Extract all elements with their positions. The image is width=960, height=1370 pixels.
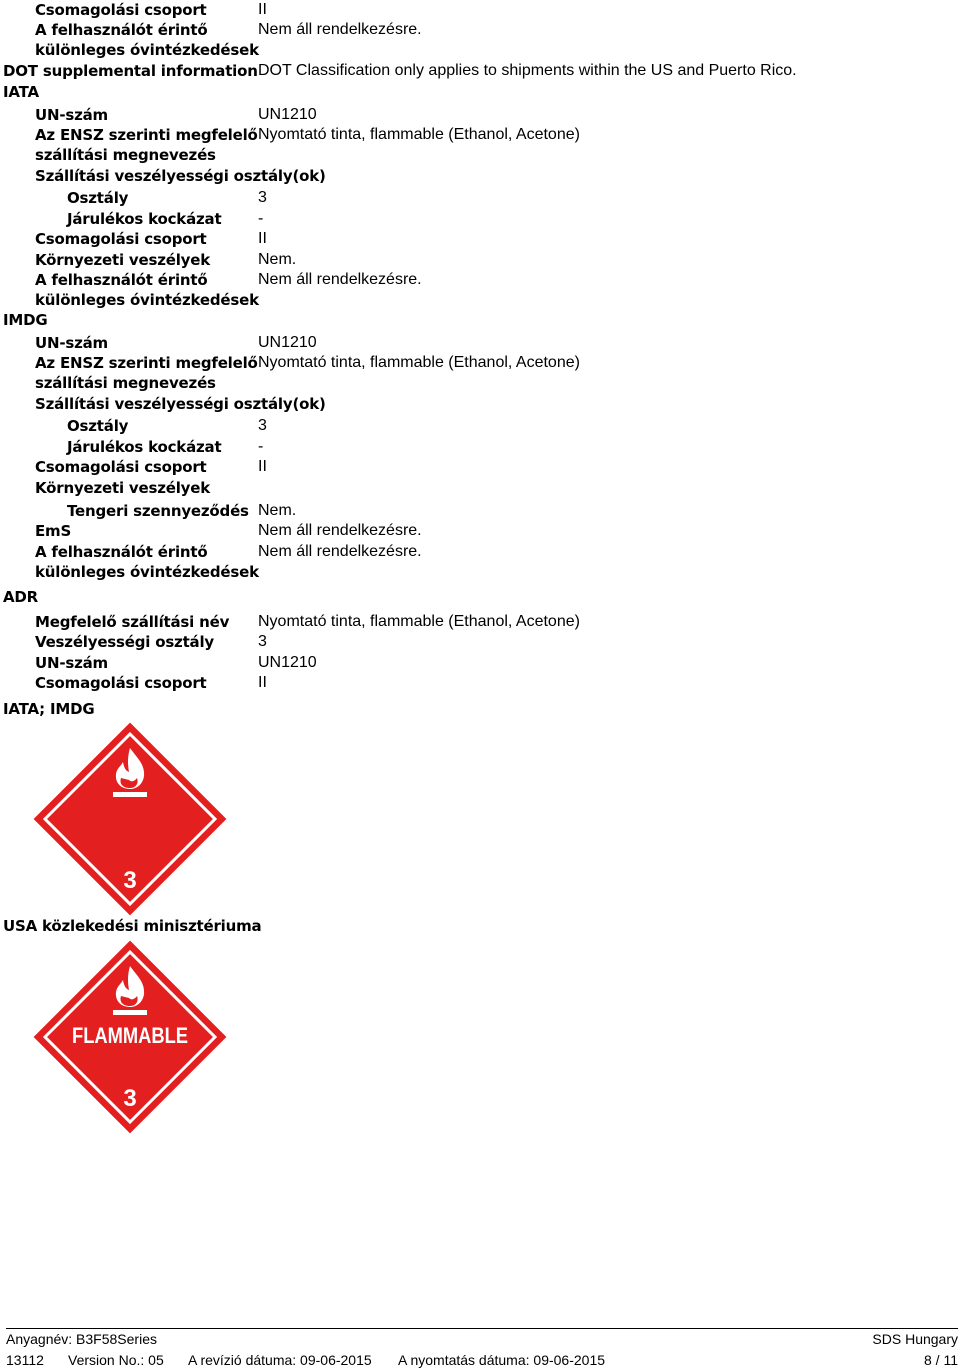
dot-supplemental-label: DOT supplemental information <box>3 62 258 80</box>
imdg-un-number-label: UN-szám <box>35 334 108 352</box>
adr-un-number-value: UN1210 <box>258 654 317 671</box>
iata-packing-group-label: Csomagolási csoport <box>35 230 207 248</box>
imdg-heading: IMDG <box>3 311 48 329</box>
imdg-packing-group-value: II <box>258 458 267 475</box>
special-precautions-label-cont: különleges óvintézkedések <box>35 41 259 59</box>
iata-special-precautions-value: Nem áll rendelkezésre. <box>258 271 422 288</box>
packing-group-value: II <box>258 1 267 18</box>
imdg-hazard-classes-label: Szállítási veszélyességi osztály(ok) <box>35 395 326 413</box>
placard-class-number: 3 <box>123 867 137 894</box>
placard-flammable-text: FLAMMABLE <box>72 1023 188 1048</box>
flammable-class3-placard <box>33 722 227 916</box>
imdg-class-label: Osztály <box>67 417 129 435</box>
imdg-marine-pollutant-label: Tengeri szennyeződés <box>67 502 249 520</box>
iata-subsidiary-risk-value: - <box>258 210 264 227</box>
imdg-env-hazards-label: Környezeti veszélyek <box>35 479 210 497</box>
imdg-shipping-name-label-cont: szállítási megnevezés <box>35 374 216 392</box>
footer-sds-region: SDS Hungary <box>872 1331 958 1347</box>
footer-revision-date: A revízió dátuma: 09-06-2015 <box>188 1352 372 1368</box>
iata-imdg-heading: IATA; IMDG <box>3 700 95 718</box>
iata-un-number-value: UN1210 <box>258 106 317 123</box>
iata-hazard-classes-label: Szállítási veszélyességi osztály(ok) <box>35 167 326 185</box>
packing-group-label: Csomagolási csoport <box>35 1 207 19</box>
iata-shipping-name-label: Az ENSZ szerinti megfelelő <box>35 126 258 144</box>
iata-env-hazards-value: Nem. <box>258 251 297 268</box>
imdg-subsidiary-risk-label: Járulékos kockázat <box>67 438 222 456</box>
iata-un-number-label: UN-szám <box>35 106 108 124</box>
adr-heading: ADR <box>3 588 39 606</box>
adr-hazard-class-label: Veszélyességi osztály <box>35 633 214 651</box>
imdg-ems-value: Nem áll rendelkezésre. <box>258 522 422 539</box>
special-precautions-label: A felhasználót érintő <box>35 21 208 39</box>
imdg-special-precautions-label: A felhasználót érintő <box>35 543 208 561</box>
imdg-special-precautions-label-cont: különleges óvintézkedések <box>35 563 259 581</box>
footer-divider <box>6 1328 958 1329</box>
footer-doc-code: 13112 <box>6 1352 44 1368</box>
iata-special-precautions-label-cont: különleges óvintézkedések <box>35 291 259 309</box>
footer-version: Version No.: 05 <box>68 1352 164 1368</box>
imdg-subsidiary-risk-value: - <box>258 438 264 455</box>
iata-class-label: Osztály <box>67 189 129 207</box>
imdg-shipping-name-label: Az ENSZ szerinti megfelelő <box>35 354 258 372</box>
imdg-packing-group-label: Csomagolási csoport <box>35 458 207 476</box>
adr-proper-name-value: Nyomtató tinta, flammable (Ethanol, Acetone) <box>258 613 580 630</box>
usdot-heading: USA közlekedési minisztériuma <box>3 917 262 935</box>
adr-hazard-class-value: 3 <box>258 633 267 650</box>
iata-env-hazards-label: Környezeti veszélyek <box>35 251 210 269</box>
adr-packing-group-value: II <box>258 674 267 691</box>
special-precautions-value: Nem áll rendelkezésre. <box>258 21 422 38</box>
iata-heading: IATA <box>3 83 39 101</box>
iata-shipping-name-value: Nyomtató tinta, flammable (Ethanol, Acetone) <box>258 126 580 143</box>
iata-class-value: 3 <box>258 189 267 206</box>
footer-print-date: A nyomtatás dátuma: 09-06-2015 <box>398 1352 606 1368</box>
adr-un-number-label: UN-szám <box>35 654 108 672</box>
imdg-special-precautions-value: Nem áll rendelkezésre. <box>258 543 422 560</box>
iata-packing-group-value: II <box>258 230 267 247</box>
placard-class-number: 3 <box>123 1085 137 1112</box>
imdg-un-number-value: UN1210 <box>258 334 317 351</box>
imdg-ems-label: EmS <box>35 522 72 540</box>
footer-page-number: 8 / 11 <box>924 1352 958 1368</box>
adr-packing-group-label: Csomagolási csoport <box>35 674 207 692</box>
footer-product-name: Anyagnév: B3F58Series <box>6 1331 157 1347</box>
imdg-shipping-name-value: Nyomtató tinta, flammable (Ethanol, Acetone) <box>258 354 580 371</box>
imdg-class-value: 3 <box>258 417 267 434</box>
imdg-marine-pollutant-value: Nem. <box>258 502 297 519</box>
iata-special-precautions-label: A felhasználót érintő <box>35 271 208 289</box>
usdot-flammable-placard <box>33 940 227 1134</box>
dot-supplemental-value: DOT Classification only applies to shipments within the US and Puerto Rico. <box>258 62 797 79</box>
iata-shipping-name-label-cont: szállítási megnevezés <box>35 146 216 164</box>
adr-proper-name-label: Megfelelő szállítási név <box>35 613 230 631</box>
iata-subsidiary-risk-label: Járulékos kockázat <box>67 210 222 228</box>
